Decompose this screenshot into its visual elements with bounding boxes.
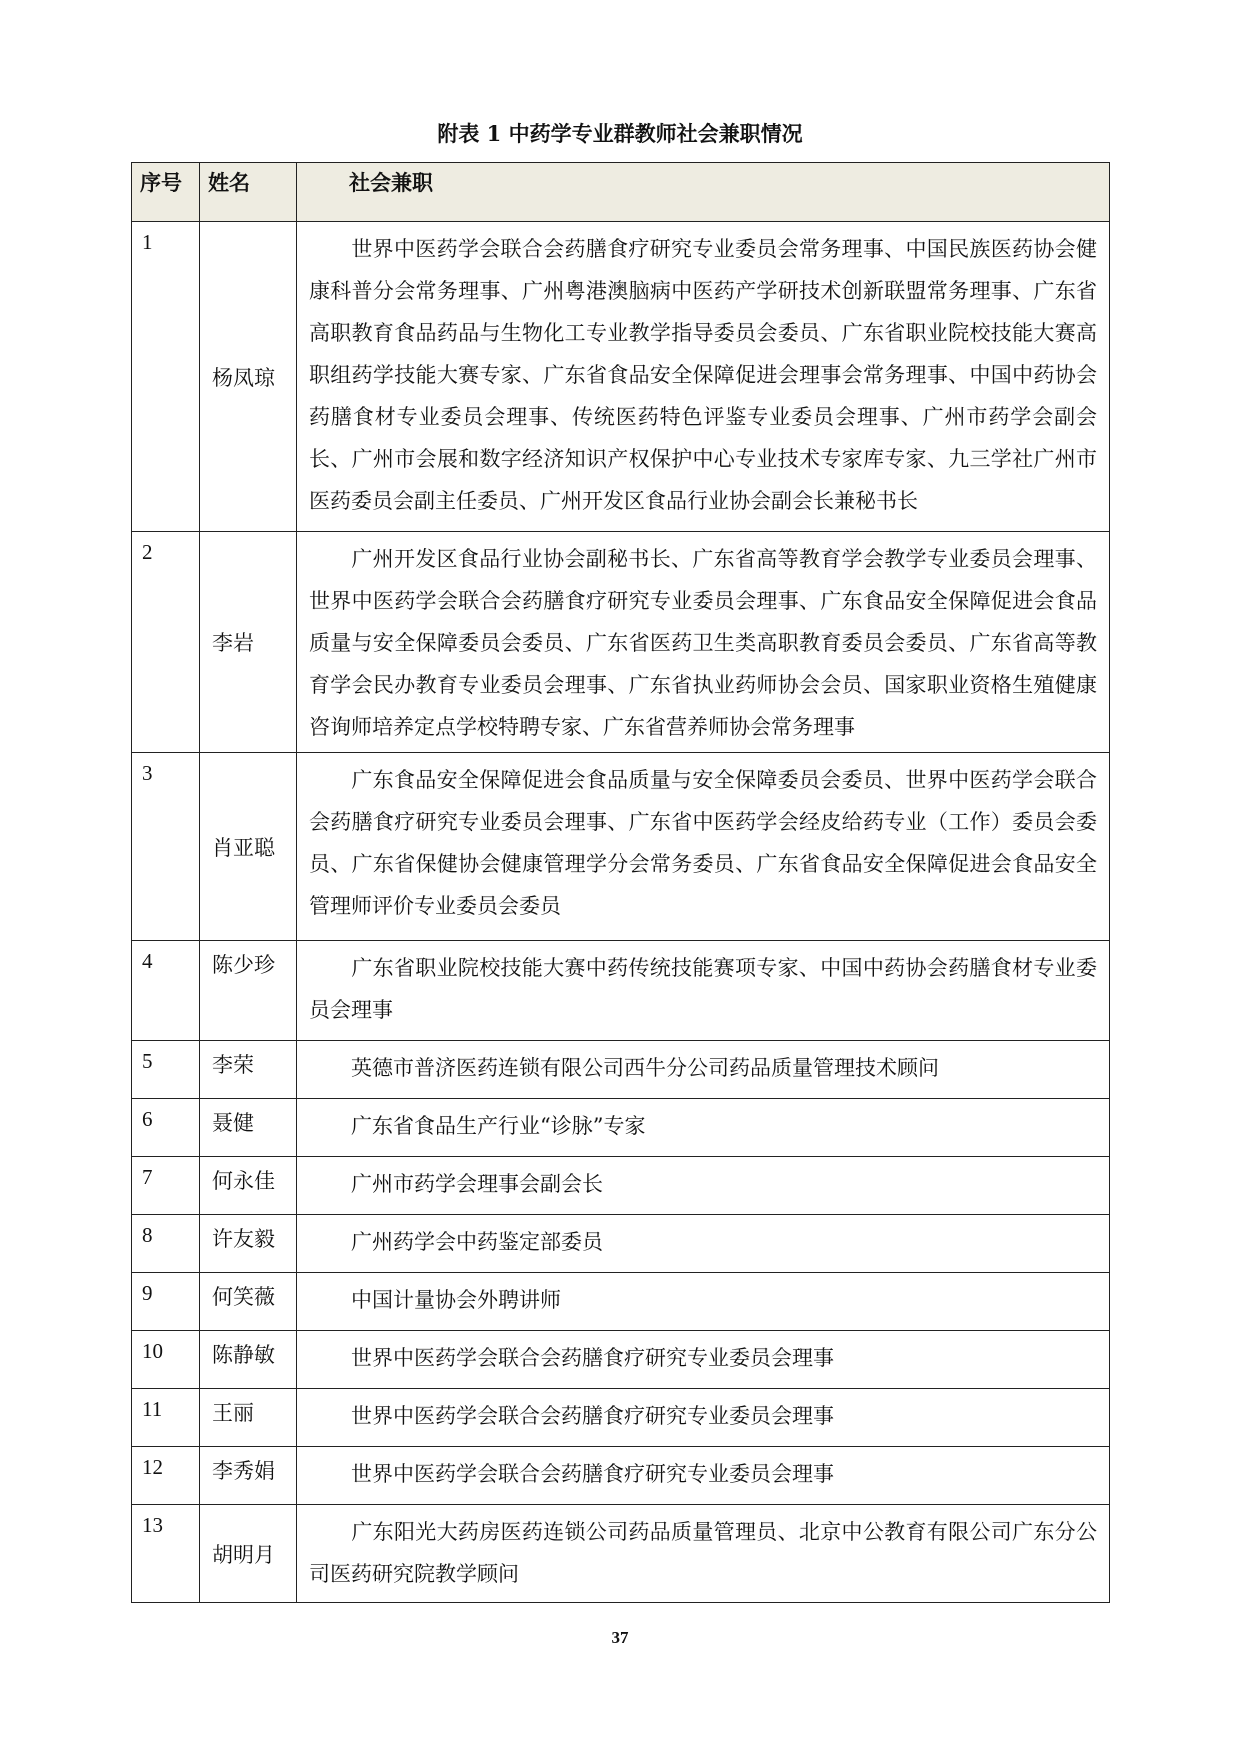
table-row <box>132 1099 1110 1157</box>
row-role-text: 广东省食品生产行业“诊脉”专家 <box>351 1114 646 1138</box>
row-num: 13 <box>132 1505 200 1603</box>
row-role <box>297 1157 1110 1215</box>
row-role <box>297 1041 1110 1099</box>
row-num: 1 <box>132 222 200 532</box>
row-role-text: 世界中医药学会联合会药膳食疗研究专业委员会常务理事、中国民族医药协会健康科普分会常务理事、广州粤港澳脑病中医药产学研技术创新联盟常务理事、广东省高职教育食品药品与生物化工专业教学指导委员会委员、广东省职业院校技能大赛高职组药学技能大赛专家、广东省食品安全保障促进会理事会常务理事、中国中药协会药膳食材专业委员会理事、传统医药特色评鉴专业委员会理事、广州市药学会副会长、广州市会展和数字经济知识产权保护中心专业技术专家库专家、九三学社广州市医药委员会副主任委员、广州开发区食品行业协会副会长兼秘书长 <box>309 237 1097 513</box>
header-role: 社会兼职 <box>297 163 1110 222</box>
table-title: 附表 1 中药学专业群教师社会兼职情况 <box>437 121 803 146</box>
row-name: 杨凤琼 <box>200 222 297 532</box>
table-row <box>132 1331 1110 1389</box>
row-role-text: 世界中医药学会联合会药膳食疗研究专业委员会理事 <box>351 1462 834 1486</box>
row-name: 王丽 <box>200 1389 297 1447</box>
row-role <box>297 753 1110 941</box>
row-role-text: 广州市药学会理事会副会长 <box>351 1172 603 1196</box>
row-num: 9 <box>132 1273 200 1331</box>
row-num: 11 <box>132 1389 200 1447</box>
row-role-text: 广东阳光大药房医药连锁公司药品质量管理员、北京中公教育有限公司广东分公司医药研究院教学顾问 <box>309 1520 1097 1586</box>
table-row <box>132 1505 1110 1603</box>
row-name: 肖亚聪 <box>200 753 297 941</box>
row-role <box>297 1273 1110 1331</box>
row-role <box>297 1215 1110 1273</box>
row-role-text: 世界中医药学会联合会药膳食疗研究专业委员会理事 <box>351 1404 834 1428</box>
table-header-row <box>132 163 1110 222</box>
row-name: 李荣 <box>200 1041 297 1099</box>
row-name: 李秀娟 <box>200 1447 297 1505</box>
table-row <box>132 222 1110 532</box>
row-role <box>297 1447 1110 1505</box>
row-num: 6 <box>132 1099 200 1157</box>
table-row <box>132 1157 1110 1215</box>
social-roles-table <box>131 162 1110 1603</box>
row-role <box>297 222 1110 532</box>
row-name: 何笑薇 <box>200 1273 297 1331</box>
table-row <box>132 1447 1110 1505</box>
table-row <box>132 1041 1110 1099</box>
row-num: 2 <box>132 532 200 753</box>
row-num: 4 <box>132 941 200 1041</box>
row-role-text: 英德市普济医药连锁有限公司西牛分公司药品质量管理技术顾问 <box>351 1056 939 1080</box>
row-role <box>297 1099 1110 1157</box>
row-name: 聂健 <box>200 1099 297 1157</box>
table-row <box>132 1389 1110 1447</box>
row-role-text: 世界中医药学会联合会药膳食疗研究专业委员会理事 <box>351 1346 834 1370</box>
row-name: 陈少珍 <box>200 941 297 1041</box>
row-role <box>297 1331 1110 1389</box>
row-role-text: 广州药学会中药鉴定部委员 <box>351 1230 603 1254</box>
row-role-text: 广东食品安全保障促进会食品质量与安全保障委员会委员、世界中医药学会联合会药膳食疗研究专业委员会理事、广东省中医药学会经皮给药专业（工作）委员会委员、广东省保健协会健康管理学分会常务委员、广东省食品安全保障促进会食品安全管理师评价专业委员会委员 <box>309 768 1097 918</box>
row-role-text: 广州开发区食品行业协会副秘书长、广东省高等教育学会教学专业委员会理事、世界中医药学会联合会药膳食疗研究专业委员会理事、广东食品安全保障促进会食品质量与安全保障委员会委员、广东省医药卫生类高职教育委员会委员、广东省高等教育学会民办教育专业委员会理事、广东省执业药师协会会员、国家职业资格生殖健康咨询师培养定点学校特聘专家、广东省营养师协会常务理事 <box>309 547 1097 739</box>
row-role-text: 广东省职业院校技能大赛中药传统技能赛项专家、中国中药协会药膳食材专业委员会理事 <box>309 956 1097 1022</box>
row-role-text: 中国计量协会外聘讲师 <box>351 1288 561 1312</box>
row-num: 5 <box>132 1041 200 1099</box>
row-num: 3 <box>132 753 200 941</box>
header-name: 姓名 <box>200 163 297 222</box>
row-name: 胡明月 <box>200 1505 297 1603</box>
row-role <box>297 532 1110 753</box>
table-row <box>132 753 1110 941</box>
row-role <box>297 1505 1110 1603</box>
row-name: 何永佳 <box>200 1157 297 1215</box>
row-name: 李岩 <box>200 532 297 753</box>
table-row <box>132 1273 1110 1331</box>
header-num: 序号 <box>132 163 200 222</box>
row-num: 7 <box>132 1157 200 1215</box>
page-number: 37 <box>611 1628 629 1647</box>
row-name: 许友毅 <box>200 1215 297 1273</box>
row-role <box>297 941 1110 1041</box>
row-role <box>297 1389 1110 1447</box>
row-name: 陈静敏 <box>200 1331 297 1389</box>
table-row <box>132 941 1110 1041</box>
row-num: 8 <box>132 1215 200 1273</box>
row-num: 10 <box>132 1331 200 1389</box>
table-row <box>132 1215 1110 1273</box>
table-row <box>132 532 1110 753</box>
row-num: 12 <box>132 1447 200 1505</box>
